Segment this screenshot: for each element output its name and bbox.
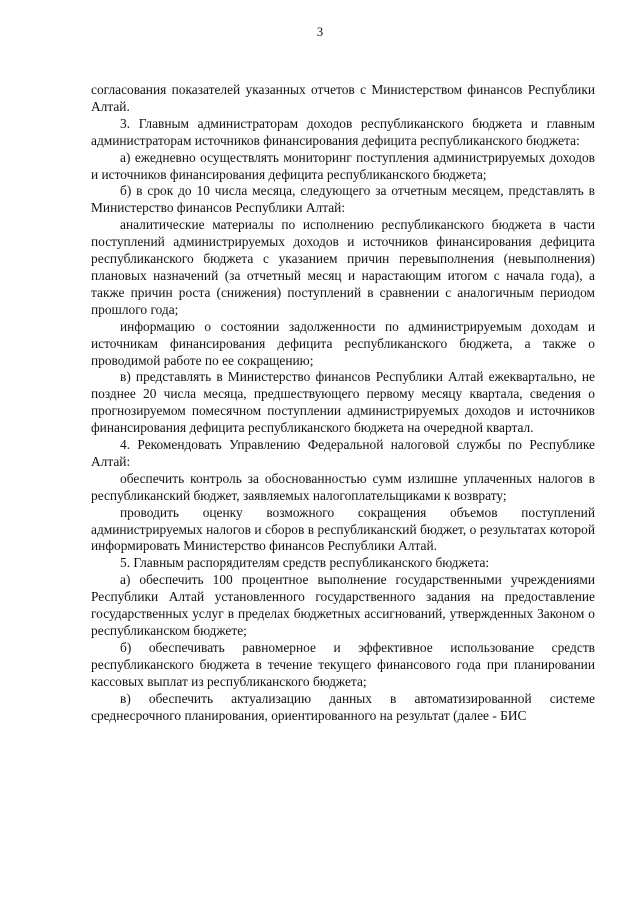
paragraph-item-4: 4. Рекомендовать Управлению Федеральной налоговой службы по Республике Алтай: xyxy=(91,437,595,469)
paragraph-item-5b: б) обеспечивать равномерное и эффективное использование средств республиканского бюджета в течение текущего финансового года при планировании кассовых выплат из республиканского бюджета; xyxy=(91,639,595,689)
paragraph-item-3a: а) ежедневно осуществлять мониторинг поступления администрируемых доходов и источников финансирования дефицита республиканского бюджета; xyxy=(91,149,595,182)
paragraph-analytics: аналитические материалы по исполнению республиканского бюджета в части поступлений администрируемых доходов и источников финансирования дефицита республиканского бюджета с указанием причин перевыполнения (невыполнения) плановых назначений (за отчетный месяц и нарастающим итогом с начала года), а также причин роста (снижения) поступлений в сравнении с аналогичным периодом прошлого года; xyxy=(91,217,595,317)
paragraph-item-5: 5. Главным распорядителям средств республиканского бюджета: xyxy=(120,555,490,571)
paragraph-item-3v: в) представлять в Министерство финансов Республики Алтай ежеквартально, не позднее 20 числа месяца, предшествующего первому месяцу квартала, сведения о прогнозируемом помесячном поступлении администрируемых доходов и источников финансирования дефицита республиканского бюджета на очередной квартал. xyxy=(91,369,595,436)
paragraph-item-5v: в) обеспечить актуализацию данных в автоматизированной системе среднесрочного планирования, ориентированного на результат (далее - БИС xyxy=(91,690,595,723)
paragraph-assessment: проводить оценку возможного сокращения объемов поступлений администрируемых налогов и сборов в республиканский бюджет, о результатах которой информировать Министерство финансов Республики Алтай. xyxy=(91,504,595,554)
document-body xyxy=(91,82,595,724)
paragraph-debt-info: информацию о состоянии задолженности по администрируемым доходам и источникам финансирования дефицита республиканского бюджета, а также о проводимой работе по ее сокращению; xyxy=(91,318,595,368)
paragraph-item-3: 3. Главным администраторам доходов республиканского бюджета и главным администраторам источников финансирования дефицита республиканского бюджета: xyxy=(91,115,595,148)
page-number: 3 xyxy=(316,25,324,39)
paragraph-continuation: согласования показателей указанных отчетов с Министерством финансов Республики Алтай. xyxy=(91,82,595,114)
paragraph-control: обеспечить контроль за обоснованностью сумм излишне уплаченных налогов в республиканский бюджет, заявляемых налогоплательщиками к возврату; xyxy=(91,470,595,503)
paragraph-item-3b: б) в срок до 10 числа месяца, следующего за отчетным месяцем, представлять в Министерство финансов Республики Алтай: xyxy=(91,183,595,216)
paragraph-item-5a: а) обеспечить 100 процентное выполнение государственными учреждениями Республики Алтай установленного государственного задания на предоставление государственных услуг в пределах бюджетных ассигнований, утвержденных Законом о республиканском бюджете; xyxy=(91,572,595,638)
